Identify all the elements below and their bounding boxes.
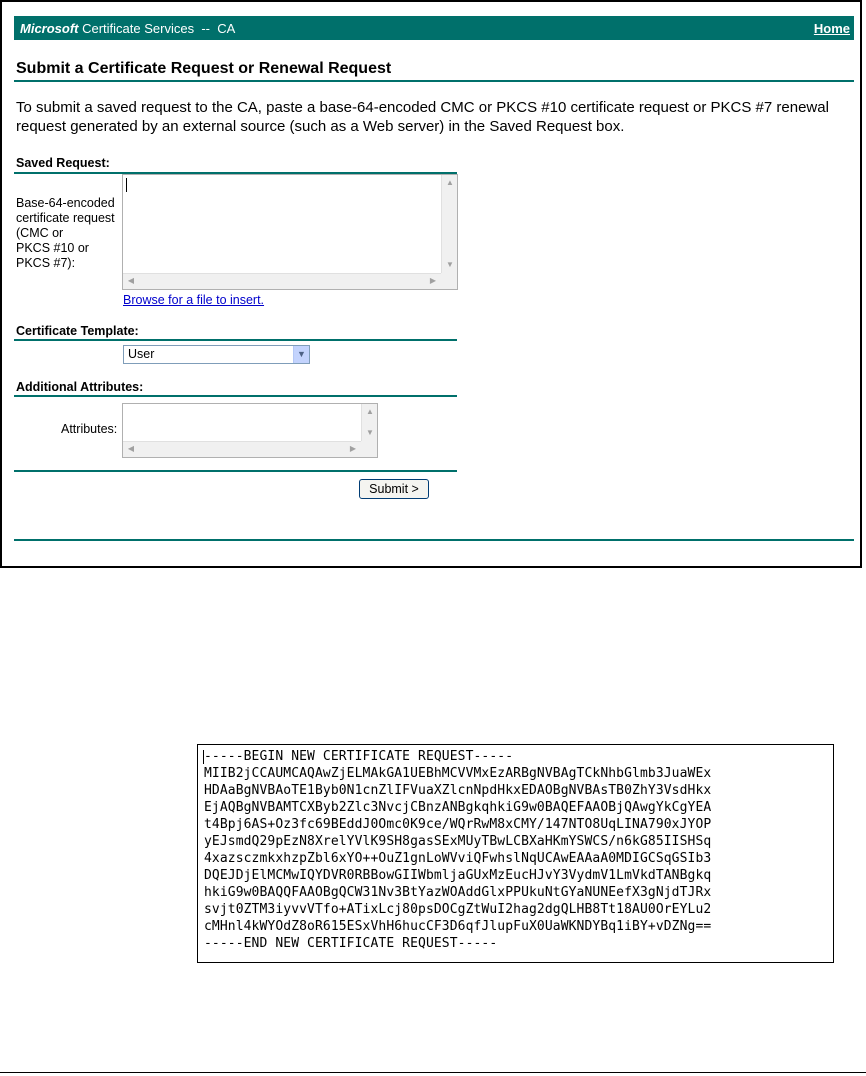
scroll-up-icon[interactable]: ▲ — [446, 178, 454, 187]
request-line: EjAQBgNVBAMTCXByb2Zlc3NvcjCBnzANBgkqhkiG9w0BAQEFAAOBjQAwgYkCgYEA — [204, 800, 712, 815]
request-line: 4xazsczmkxhzpZbl6xYO++OuZ1gnLoWVviQFwhslNqUCAwEAAaA0MDIGCSqGSIb3 — [204, 851, 712, 866]
app-title — [20, 21, 235, 36]
footer-divider — [14, 539, 854, 541]
request-line: hkiG9w0BAQQFAAOBgQCW31Nv3BtYazWOAddGlxPPUkuNtGYaNUNEefX3gNjdTJRx — [204, 885, 712, 900]
request-line: -----BEGIN NEW CERTIFICATE REQUEST----- — [204, 749, 514, 764]
header-bar — [14, 16, 854, 40]
text-caret — [126, 178, 127, 192]
request-line: cMHnl4kWYOdZ8oR615ESxVhH6hucCF3D6qfJlupFuX0UaWKNDYBq1iBY+vDZNg== — [204, 919, 712, 934]
label-line: PKCS #7): — [16, 256, 76, 270]
request-line: t4Bpj6AS+Oz3fc69BEddJ0Omc0K9ce/WQrRwM8xCMY/147NTO8UqLINA790xJYOP — [204, 817, 712, 832]
form-end-divider — [14, 470, 457, 472]
label-line: Base-64-encoded — [16, 196, 115, 210]
brand-name: Microsoft — [20, 20, 79, 36]
saved-request-label — [16, 196, 115, 271]
template-divider — [14, 339, 457, 341]
certificate-request-text-box — [197, 744, 834, 963]
horizontal-scrollbar[interactable] — [123, 441, 361, 457]
page-bottom-divider — [0, 1072, 866, 1073]
vertical-scrollbar[interactable] — [361, 404, 377, 441]
scroll-right-icon[interactable]: ▶ — [429, 276, 437, 285]
page-title: Submit a Certificate Request or Renewal Request — [16, 60, 392, 77]
certificate-template-heading: Certificate Template: — [16, 324, 139, 338]
horizontal-scrollbar[interactable] — [123, 273, 441, 289]
attributes-divider — [14, 395, 457, 397]
label-line: (CMC or — [16, 226, 64, 240]
selected-template: User — [128, 347, 155, 361]
browse-file-link[interactable]: Browse for a file to insert. — [123, 293, 265, 307]
home-link[interactable]: Home — [813, 20, 850, 36]
request-line: svjt0ZTM3iyvvVTfo+ATixLcj80psDOCgZtWuI2hag2dgQLHB8Tt18AU0OrEYLu2 — [204, 902, 712, 917]
certificate-template-select[interactable] — [123, 345, 310, 364]
scroll-down-icon[interactable]: ▼ — [366, 428, 374, 437]
scroll-down-icon[interactable]: ▼ — [446, 260, 454, 269]
additional-attributes-heading: Additional Attributes: — [16, 380, 144, 394]
scroll-up-icon[interactable]: ▲ — [366, 407, 374, 416]
scroll-left-icon[interactable]: ◀ — [127, 276, 135, 285]
vertical-scrollbar[interactable] — [441, 175, 457, 273]
brand-suffix: Certificate Services -- CA — [78, 20, 236, 36]
request-line: -----END NEW CERTIFICATE REQUEST----- — [204, 936, 498, 951]
attributes-textarea[interactable] — [122, 403, 378, 458]
scrollbar-corner — [361, 441, 377, 457]
chevron-down-icon[interactable]: ▼ — [293, 346, 309, 363]
saved-request-textarea[interactable] — [122, 174, 458, 290]
scroll-left-icon[interactable]: ◀ — [127, 444, 135, 453]
intro-text: To submit a saved request to the CA, paste a base-64-encoded CMC or PKCS #10 certificate request or PKCS #7 renewal request generated by an external source (such as a Web server) in the Saved Request box. — [16, 99, 829, 135]
request-line: DQEJDjElMCMwIQYDVR0RBBowGIIWbmljaGUxMzEucHJvY3VydmV1LmVkdTANBgkq — [204, 868, 712, 883]
request-line: HDAaBgNVBAoTE1Byb0N1cnZlIFVuaXZlcnNpdHkxEDAOBgNVBAsTB0ZhY3VsdHkx — [204, 783, 712, 798]
attributes-label: Attributes: — [61, 422, 118, 436]
scrollbar-corner — [441, 273, 457, 289]
scroll-right-icon[interactable]: ▶ — [349, 444, 357, 453]
saved-request-heading: Saved Request: — [16, 156, 110, 170]
request-line: MIIB2jCCAUMCAQAwZjELMAkGA1UEBhMCVVMxEzARBgNVBAgTCkNhbGlmb3JuaWEx — [204, 766, 712, 781]
submit-button[interactable]: Submit > — [359, 479, 429, 499]
label-line: certificate request — [16, 211, 115, 225]
title-divider — [14, 80, 854, 82]
request-line: yEJsmdQ29pEzN8XrelYVlK9SH8gasSExMUyTBwLCBXaHKmYSWCS/n6kG85IISHSq — [204, 834, 712, 849]
label-line: PKCS #10 or — [16, 241, 89, 255]
